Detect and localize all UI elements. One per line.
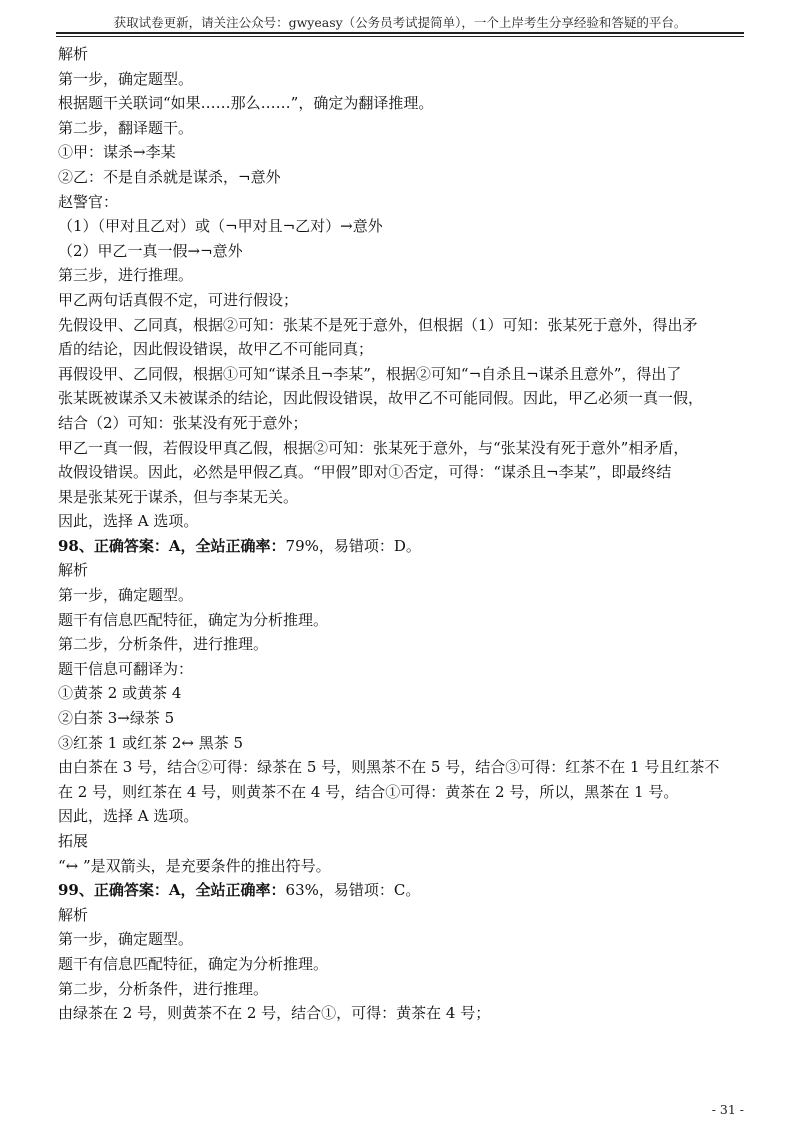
accuracy-detail: 63%，易错项：C。 (285, 881, 421, 900)
text-line: 由白茶在 3 号，结合②可得：绿茶在 5 号，则黑茶不在 5 号，结合③可得：红茶不在 1 号且红茶不 (58, 758, 720, 777)
answer-value: A， (168, 881, 196, 900)
answer-label: 98、正确答案： (58, 536, 169, 555)
text-line: 盾的结论，因此假设错误，故甲乙不可能同真； (58, 340, 374, 359)
text-line: 故假设错误。因此，必然是甲假乙真。“甲假”即对①否定，可得：“谋杀且¬李某”，即最终结 (58, 463, 672, 482)
text-line: ①黄茶 2 或黄茶 4 (58, 684, 182, 703)
text-line: “↔ ”是双箭头，是充要条件的推出符号。 (58, 856, 331, 875)
text-line: 张某既被谋杀又未被谋杀的结论，因此假设错误，故甲乙不可能同假。因此，甲乙必须一真一假， (58, 389, 704, 408)
header-divider-thin (56, 36, 744, 37)
text-line: （2）甲乙一真一假→¬意外 (58, 241, 243, 260)
text-line: 甲乙一真一假，若假设甲真乙假，根据②可知：张某死于意外，与“张某没有死于意外”相矛盾， (58, 438, 689, 457)
text-line: 在 2 号，则红茶在 4 号，则黄茶不在 4 号，结合①可得：黄茶在 2 号，所以，黑茶在 1 号。 (58, 782, 679, 801)
text-line: ①甲：谋杀→李某 (58, 143, 176, 162)
page-number: - 31 - (711, 1102, 744, 1117)
accuracy-label: 全站正确率： (195, 536, 286, 555)
text-line: 解析 (58, 905, 89, 924)
answer-heading-99 (58, 878, 744, 903)
text-line: 因此，选择 A 选项。 (58, 512, 199, 531)
text-line: （1）（甲对且乙对）或（¬甲对且¬乙对）→意外 (58, 217, 383, 236)
page-header (56, 6, 744, 38)
text-line: 拓展 (58, 832, 89, 850)
text-line: 甲乙两句话真假不定，可进行假设； (58, 290, 299, 309)
text-line: 结合（2）可知：张某没有死于意外； (58, 413, 308, 432)
text-line: 题干信息可翻译为： (58, 659, 194, 678)
document-body (58, 42, 744, 1026)
text-line: 果是张某死于谋杀，但与李某无关。 (58, 487, 299, 506)
answer-value: A， (168, 536, 196, 555)
text-line: 先假设甲、乙同真，根据②可知：张某不是死于意外，但根据（1）可知：张某死于意外，得出矛 (58, 315, 698, 334)
answer-heading-98 (58, 534, 744, 559)
text-line: 根据题干关联词“如果……那么……”，确定为翻译推理。 (58, 94, 434, 113)
text-line: 第一步，确定题型。 (58, 930, 194, 949)
text-line: ②白茶 3→绿茶 5 (58, 709, 175, 728)
text-line: 题干有信息匹配特征，确定为分析推理。 (58, 954, 329, 973)
text-line: 再假设甲、乙同假，根据①可知“谋杀且¬李某”，根据②可知“¬自杀且¬谋杀且意外”，得出了 (58, 364, 682, 383)
text-line: ②乙：不是自杀就是谋杀，¬意外 (58, 167, 281, 186)
header-divider-thick (56, 32, 744, 34)
text-line: 题干有信息匹配特征，确定为分析推理。 (58, 610, 329, 629)
text-line: 第二步，分析条件，进行推理。 (58, 635, 269, 654)
text-line: 第二步，分析条件，进行推理。 (58, 979, 269, 998)
header-notice: 获取试卷更新，请关注公众号：gwyeasy（公务员考试提简单），一个上岸考生分享经验和答疑的平台。 (113, 15, 687, 30)
text-line: 第二步，翻译题干。 (58, 118, 194, 137)
text-line: 第三步，进行推理。 (58, 266, 194, 285)
accuracy-label: 全站正确率： (195, 881, 286, 900)
accuracy-detail: 79%，易错项：D。 (285, 536, 421, 555)
text-line: 由绿茶在 2 号，则黄茶不在 2 号，结合①，可得：黄茶在 4 号； (58, 1004, 491, 1023)
text-line: 第一步，确定题型。 (58, 69, 194, 88)
text-line: 第一步，确定题型。 (58, 586, 194, 605)
text-line: ③红茶 1 或红茶 2↔ 黑茶 5 (58, 733, 244, 752)
text-line: 因此，选择 A 选项。 (58, 807, 199, 826)
text-line: 解析 (58, 561, 89, 580)
text-line: 赵警官： (58, 192, 119, 211)
text-line: 解析 (58, 45, 89, 63)
answer-label: 99、正确答案： (58, 881, 169, 900)
